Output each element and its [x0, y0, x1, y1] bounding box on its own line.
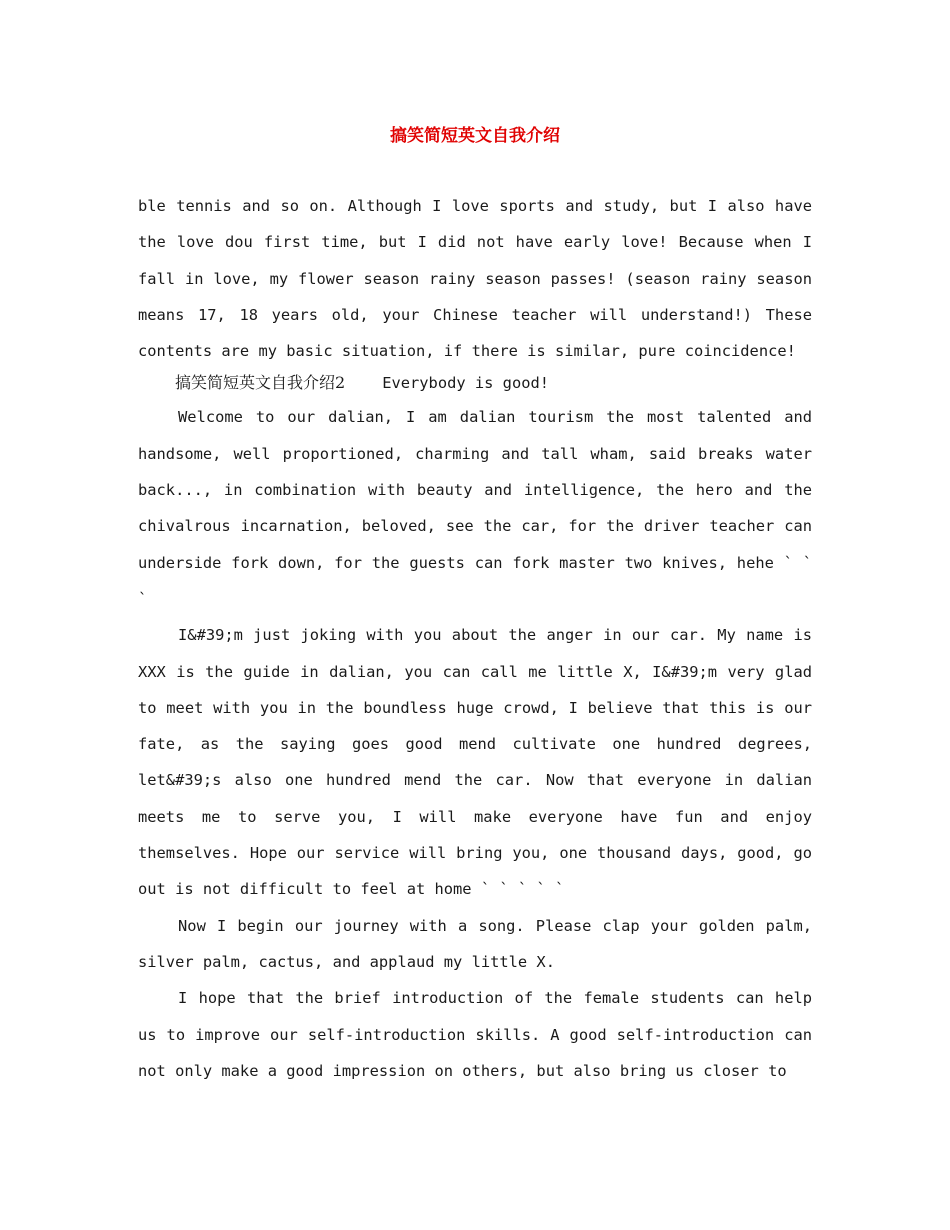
section-heading-cjk: 搞笑简短英文自我介绍2 [174, 373, 346, 393]
document-title: 搞笑简短英文自我介绍 [390, 126, 560, 146]
section-heading-2 [138, 367, 812, 399]
section-heading-greeting: Everybody is good! [382, 374, 550, 393]
paragraph-joking-guide: I&#39;m just joking with you about the anger in our car. My name is XXX is the guide in dalian, you can call me little X, I&#39;m very glad to meet with you in the boundless huge crowd, I believe that this is our fate, as the saying goes good mend cultivate one hundred degrees, let&#39;s also one hundred mend the car. Now that everyone in dalian meets me to serve you, I will make everyone have fun and enjoy themselves. Hope our service will bring you, one thousand days, good, go out is not difficult to feel at home ` ` ` ` ` [138, 626, 812, 899]
paragraph-closing-hope: I hope that the brief introduction of the female students can help us to improve our self-introduction skills. A good self-introduction can not only make a good impression on others, but also bring us closer to [138, 989, 812, 1080]
section-heading-spacer [345, 374, 382, 392]
document-body [138, 188, 812, 1089]
paragraph-welcome-dalian: Welcome to our dalian, I am dalian tourism the most talented and handsome, well proportioned, charming and tall wham, said breaks water back..., in combination with beauty and intelligence, the hero and the chivalrous incarnation, beloved, see the car, for the driver teacher can underside fork down, for the guests can fork master two knives, hehe ` ` ` [138, 408, 812, 608]
paragraph-sports-and-love: ble tennis and so on. Although I love sports and study, but I also have the love dou first time, but I did not have early love! Because when I fall in love, my flower season rainy season passes! (season rainy season means 17, 18 years old, your Chinese teacher will understand!) These contents are my basic situation, if there is similar, pure coincidence! [138, 197, 812, 361]
paragraph-journey-song: Now I begin our journey with a song. Please clap your golden palm, silver palm, cactus, and applaud my little X. [138, 916, 812, 971]
